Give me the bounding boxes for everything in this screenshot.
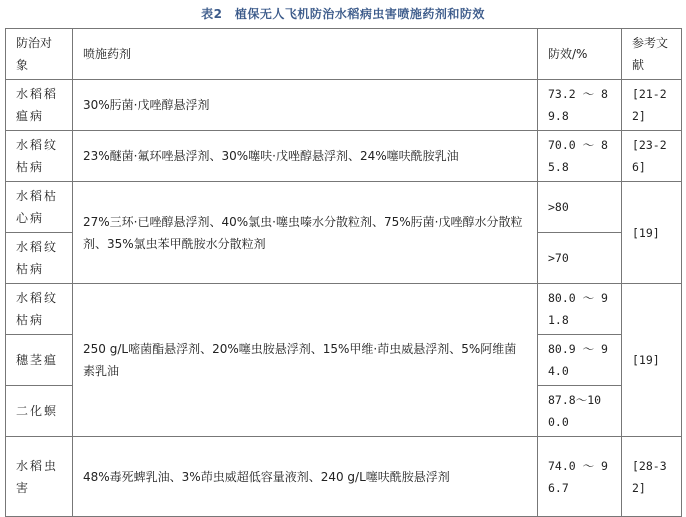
table-row bbox=[6, 284, 682, 335]
agent-cell: 27%三环·已唑醇悬浮剂、40%氯虫·噻虫嗪水分散粒剂、75%肟菌·戊唑醇水分散粒剂、35%氯虫苯甲酰胺水分散粒剂 bbox=[73, 182, 538, 284]
ref-cell: [21-22] bbox=[622, 80, 682, 131]
header-effect: 防效/% bbox=[538, 29, 622, 80]
table-caption: 表2 植保无人飞机防治水稻病虫害喷施药剂和防效 bbox=[201, 7, 485, 21]
table-row bbox=[6, 182, 682, 233]
agent-cell: 48%毒死蜱乳油、3%茚虫威超低容量液剂、240 g/L噻呋酰胺悬浮剂 bbox=[73, 437, 538, 517]
pest-cell: 水稻虫害 bbox=[6, 437, 73, 517]
ref-cell: [19] bbox=[622, 284, 682, 437]
agent-cell: 23%醚菌·氟环唑悬浮剂、30%噻呋·戊唑醇悬浮剂、24%噻呋酰胺乳油 bbox=[73, 131, 538, 182]
ref-cell: [23-26] bbox=[622, 131, 682, 182]
ref-cell: [28-32] bbox=[622, 437, 682, 517]
header-agent: 喷施药剂 bbox=[73, 29, 538, 80]
pest-cell: 水稻稻瘟病 bbox=[6, 80, 73, 131]
pest-cell: 穗茎瘟 bbox=[6, 335, 73, 386]
table-header-row bbox=[6, 29, 682, 80]
ref-cell: [19] bbox=[622, 182, 682, 284]
header-ref: 参考文献 bbox=[622, 29, 682, 80]
effect-cell: 87.8～100.0 bbox=[538, 386, 622, 437]
table-row bbox=[6, 80, 682, 131]
pesticide-table bbox=[5, 28, 682, 517]
table-row bbox=[6, 131, 682, 182]
header-pest: 防治对象 bbox=[6, 29, 73, 80]
pest-cell: 水稻纹枯病 bbox=[6, 233, 73, 284]
effect-cell: 74.0 ～ 96.7 bbox=[538, 437, 622, 517]
effect-cell: 80.9 ～ 94.0 bbox=[538, 335, 622, 386]
pest-cell: 二化螟 bbox=[6, 386, 73, 437]
table-row bbox=[6, 437, 682, 517]
pest-cell: 水稻枯心病 bbox=[6, 182, 73, 233]
effect-cell: 80.0 ～ 91.8 bbox=[538, 284, 622, 335]
pest-cell: 水稻纹枯病 bbox=[6, 131, 73, 182]
agent-cell: 250 g/L嘧菌酯悬浮剂、20%噻虫胺悬浮剂、15%甲维·茚虫威悬浮剂、5%阿维菌素乳油 bbox=[73, 284, 538, 437]
agent-cell: 30%肟菌·戊唑醇悬浮剂 bbox=[73, 80, 538, 131]
effect-cell: 70.0 ～ 85.8 bbox=[538, 131, 622, 182]
effect-cell: >70 bbox=[538, 233, 622, 284]
pest-cell: 水稻纹枯病 bbox=[6, 284, 73, 335]
effect-cell: 73.2 ～ 89.8 bbox=[538, 80, 622, 131]
effect-cell: >80 bbox=[538, 182, 622, 233]
